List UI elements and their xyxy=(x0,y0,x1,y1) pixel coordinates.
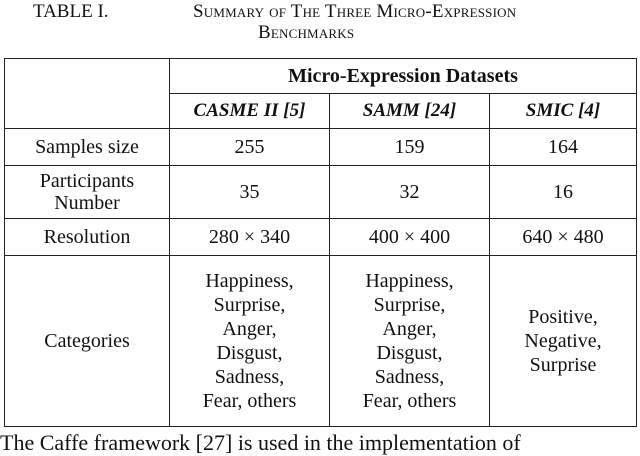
row-label: Categories xyxy=(5,256,170,427)
table-caption-label: TABLE I. xyxy=(33,1,109,22)
column-header-casme: CASME II [5] xyxy=(170,94,330,129)
cell-casme: 35 xyxy=(170,166,330,219)
table-row-participants xyxy=(5,166,637,219)
cell-samm: 32 xyxy=(330,166,490,219)
body-text-line: The Caffe framework [27] is used in the implementation of xyxy=(0,430,521,455)
table-caption-title-line1: Summary of The Three Micro-Expression xyxy=(193,1,517,22)
row-label: Resolution xyxy=(5,219,170,256)
cell-samm: 400 × 400 xyxy=(330,219,490,256)
table-row-resolution xyxy=(5,219,637,256)
header-empty-cell xyxy=(5,59,170,129)
table-row-categories xyxy=(5,256,637,427)
cell-samm: Happiness, Surprise, Anger, Disgust, Sadness, Fear, others xyxy=(330,256,490,427)
column-header-smic: SMIC [4] xyxy=(490,94,637,129)
benchmark-table xyxy=(4,58,637,427)
cell-casme: 280 × 340 xyxy=(170,219,330,256)
cell-smic: 164 xyxy=(490,129,637,166)
column-header-samm: SAMM [24] xyxy=(330,94,490,129)
cell-smic: 640 × 480 xyxy=(490,219,637,256)
cell-smic: 16 xyxy=(490,166,637,219)
table-caption xyxy=(0,0,640,44)
cell-casme: Happiness, Surprise, Anger, Disgust, Sadness, Fear, others xyxy=(170,256,330,427)
cell-smic: Positive, Negative, Surprise xyxy=(490,256,637,427)
cell-casme: 255 xyxy=(170,129,330,166)
group-header: Micro-Expression Datasets xyxy=(170,59,637,94)
row-label: Samples size xyxy=(5,129,170,166)
table-row-samples-size xyxy=(5,129,637,166)
row-label: Participants Number xyxy=(5,166,170,219)
cell-samm: 159 xyxy=(330,129,490,166)
table-caption-title-line2: Benchmarks xyxy=(258,22,355,43)
